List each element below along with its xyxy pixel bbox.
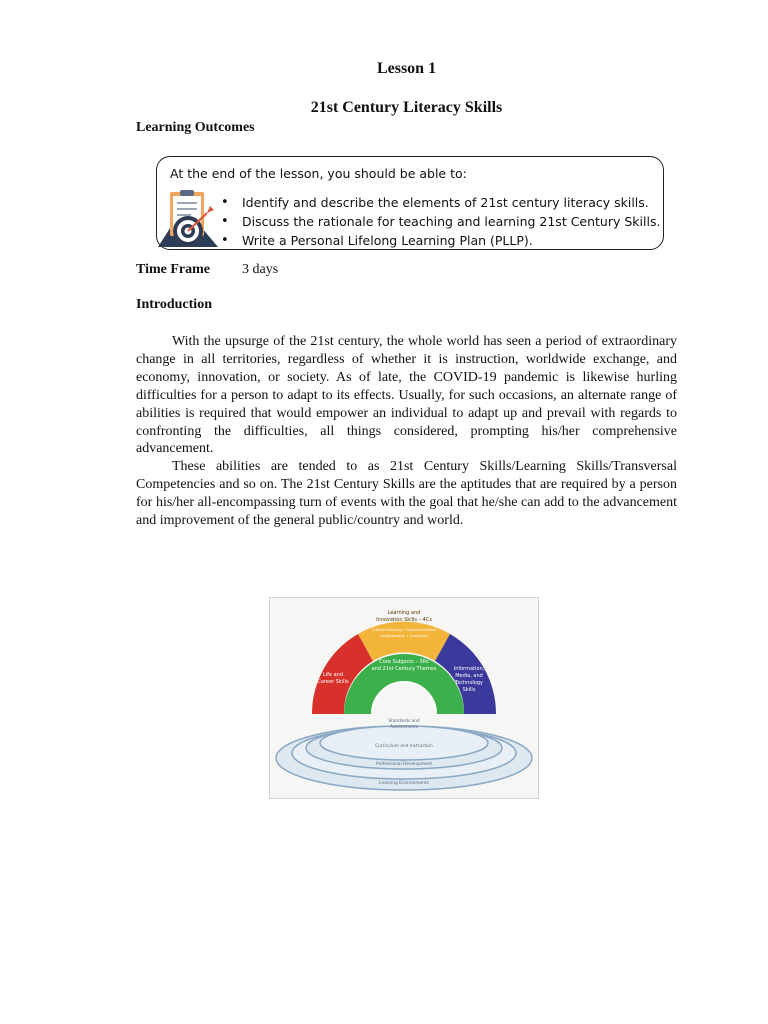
outcome-item: • Discuss the rationale for teaching and learning 21st Century Skills. xyxy=(221,212,660,231)
professional-development-label: Professional Development xyxy=(375,762,433,767)
learning-innovation-label: Learning and xyxy=(387,610,421,616)
learning-environments-label: Learning Environments xyxy=(379,781,429,786)
target-clipboard-icon xyxy=(158,189,220,249)
curriculum-label: Curriculum and Instruction xyxy=(375,744,433,749)
introduction-body xyxy=(136,333,677,530)
learning-innovation-sublabel: Critical thinking • Communication xyxy=(371,627,437,632)
learning-innovation-sublabel: Collaboration • Creativity xyxy=(379,633,429,638)
introduction-paragraph: With the upsurge of the 21st century, the whole world has seen a period of extraordinary change in all territories, regardless of whether it is instruction, worldwide exchange, and economy, innovation, or society. As of late, the COVID-19 pandemic is likewise hurling difficulties for a person to adapt to its effects. Usually, for such occasions, an alternate range of abilities is required that would empower an individual to adapt up and prevail with regards to confronting the difficulties, all things considered, prompting his/her comprehensive advancement. xyxy=(136,334,677,457)
outcomes-list xyxy=(221,193,660,250)
learning-outcomes-box xyxy=(156,156,664,250)
info-media-tech-label: Skills xyxy=(462,687,476,693)
outcomes-intro: At the end of the lesson, you should be able to: xyxy=(170,166,467,181)
time-frame-value: 3 days xyxy=(242,262,279,277)
framework-diagram-image xyxy=(269,597,539,799)
info-media-tech-label: Media, and xyxy=(455,673,483,679)
standards-label: Assessments xyxy=(389,725,419,730)
introduction-heading: Introduction xyxy=(136,297,212,312)
standards-label: Standards and xyxy=(388,719,420,724)
info-media-tech-label: Information, xyxy=(453,666,485,672)
introduction-paragraph: These abilities are tended to as 21st Century Skills/Learning Skills/Transversal Competencies and so on. The 21st Century Skills are the aptitudes that are required by a person for his/her all-encompassing turn of events with the goal that he/she can add to the advancement and improvement of the general public/country and world. xyxy=(136,459,677,529)
outcome-item: • Identify and describe the elements of 21st century literacy skills. xyxy=(221,193,660,212)
learning-innovation-label: Innovation Skills – 4Cs xyxy=(376,617,432,623)
life-career-label: Career Skills xyxy=(317,679,349,685)
core-subjects-label: Core Subjects – 3Rs xyxy=(379,659,429,665)
time-frame-label: Time Frame xyxy=(136,262,210,277)
lesson-number: Lesson 1 xyxy=(376,60,437,77)
core-subjects-label: and 21st Century Themes xyxy=(371,666,437,672)
learning-outcomes-heading: Learning Outcomes xyxy=(136,120,255,135)
info-media-tech-label: Technology xyxy=(454,680,484,686)
lesson-title: 21st Century Literacy Skills xyxy=(310,99,503,116)
life-career-label: Life and xyxy=(322,672,344,678)
outcome-item: • Write a Personal Lifelong Learning Plan (PLLP). xyxy=(221,231,660,250)
